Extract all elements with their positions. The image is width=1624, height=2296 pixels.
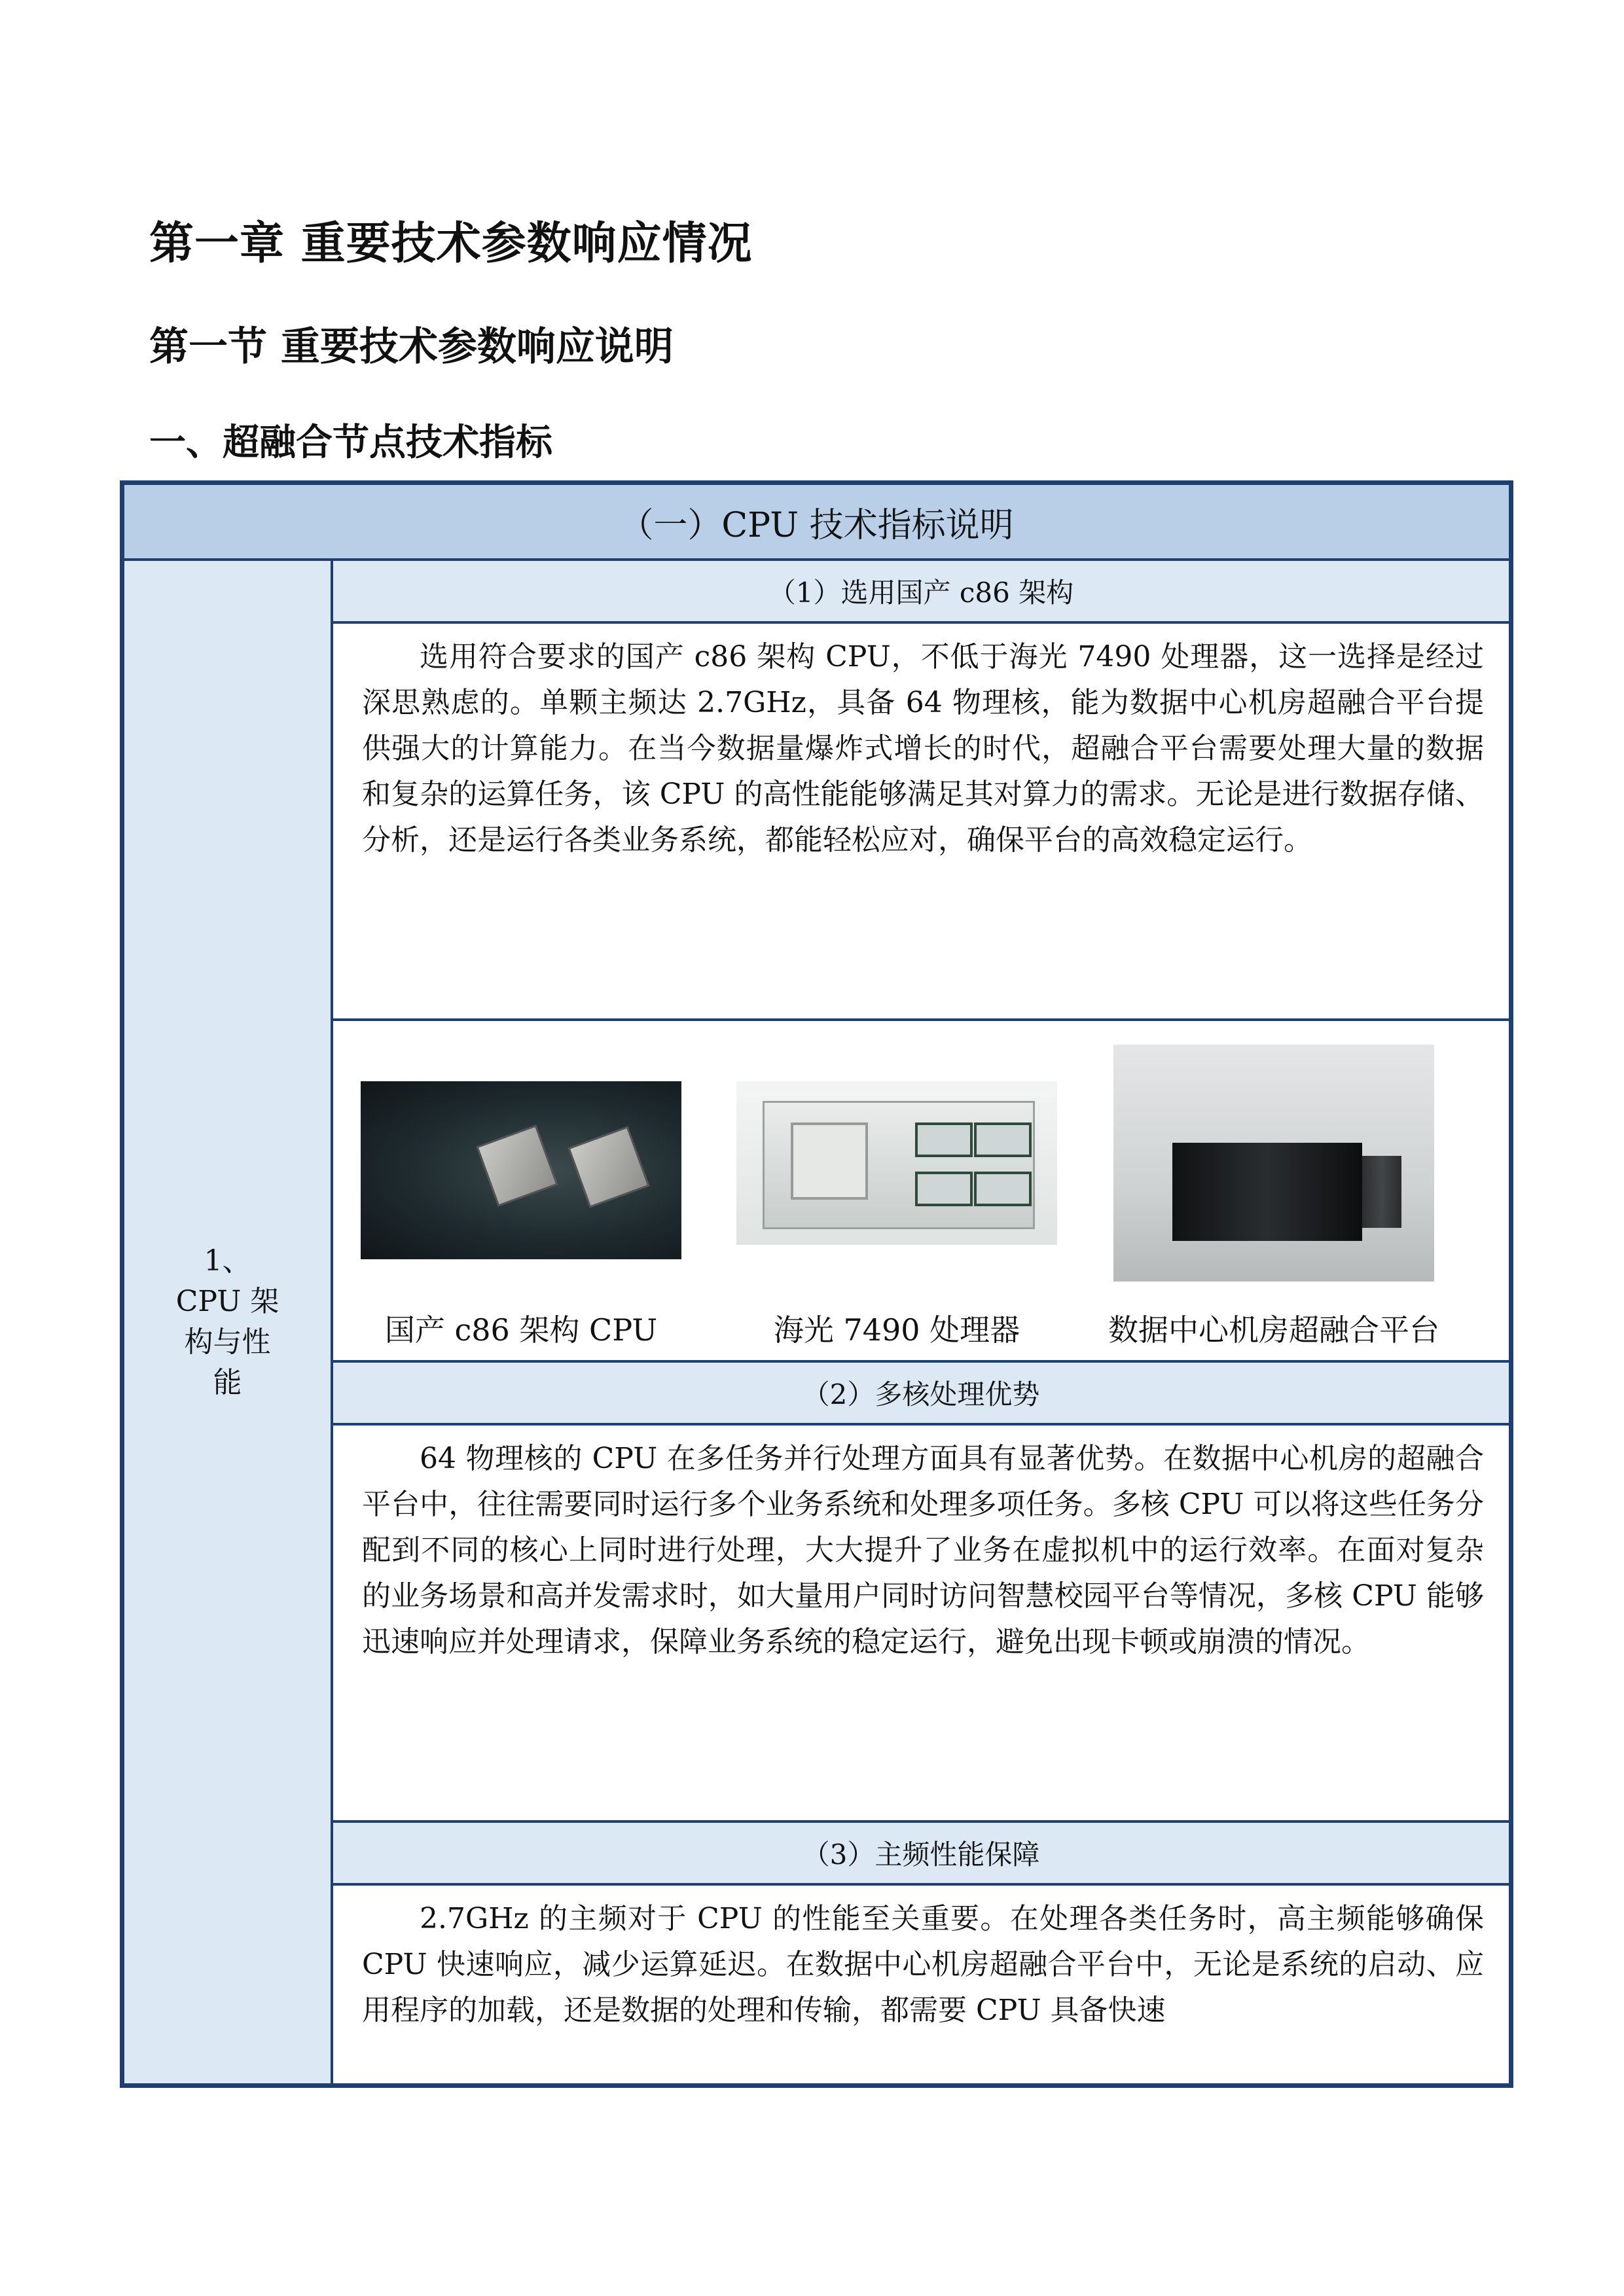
left-label: 1、CPU 架构与性能	[175, 1244, 280, 1399]
figure-caption-2: 海光 7490 处理器	[773, 1312, 1020, 1348]
chapter-title: 第一章 重要技术参数响应情况	[149, 218, 753, 270]
subsection-title: 一、超融合节点技术指标	[149, 422, 552, 464]
figure-caption-1: 国产 c86 架构 CPU	[384, 1312, 658, 1348]
section-title: 第一节 重要技术参数响应说明	[149, 324, 674, 370]
left-label-cell	[124, 561, 333, 2083]
item-heading-3: （3）主频性能保障	[333, 1823, 1509, 1886]
datacenter-photo	[1113, 1045, 1434, 1282]
cpu-spec-table	[120, 480, 1513, 2088]
item-text-1: 选用符合要求的国产 c86 架构 CPU，不低于海光 7490 处理器，这一选择是经过深思熟虑的。单颗主频达 2.7GHz，具备 64 物理核，能为数据中心机房超融合平台提供强大的计算能力。在当今数据量爆炸式增长的时代，超融合平台需要处理大量的数据和复杂的运算任务，该 CPU 的高性能能够满足其对算力的需求。无论是进行数据存储、分析，还是运行各类业务系统，都能轻松应对，确保平台的高效稳定运行。	[333, 624, 1509, 1021]
item-heading-1: （1）选用国产 c86 架构	[333, 561, 1509, 624]
item-text-2: 64 物理核的 CPU 在多任务并行处理方面具有显著优势。在数据中心机房的超融合平台中，往往需要同时运行多个业务系统和处理多项任务。多核 CPU 可以将这些任务分配到不同的核心上同时进行处理，大大提升了业务在虚拟机中的运行效率。在面对复杂的业务场景和高并发需求时，如大量用户同时访问智慧校园平台等情况，多核 CPU 能够迅速响应并处理请求，保障业务系统的稳定运行，避免出现卡顿或崩溃的情况。	[333, 1426, 1509, 1823]
figure-row	[333, 1021, 1509, 1363]
figure-caption-3: 数据中心机房超融合平台	[1108, 1312, 1439, 1348]
hygon-chip-photo	[736, 1081, 1057, 1245]
table-title: （一）CPU 技术指标说明	[124, 485, 1509, 561]
item-heading-2: （2）多核处理优势	[333, 1363, 1509, 1426]
item-text-3: 2.7GHz 的主频对于 CPU 的性能至关重要。在处理各类任务时，高主频能够确保 CPU 快速响应，减少运算延迟。在数据中心机房超融合平台中，无论是系统的启动、应用程序的加载，还是数据的处理和传输，都需要 CPU 具备快速	[362, 1902, 1484, 2027]
cpu-board-photo	[361, 1081, 681, 1259]
